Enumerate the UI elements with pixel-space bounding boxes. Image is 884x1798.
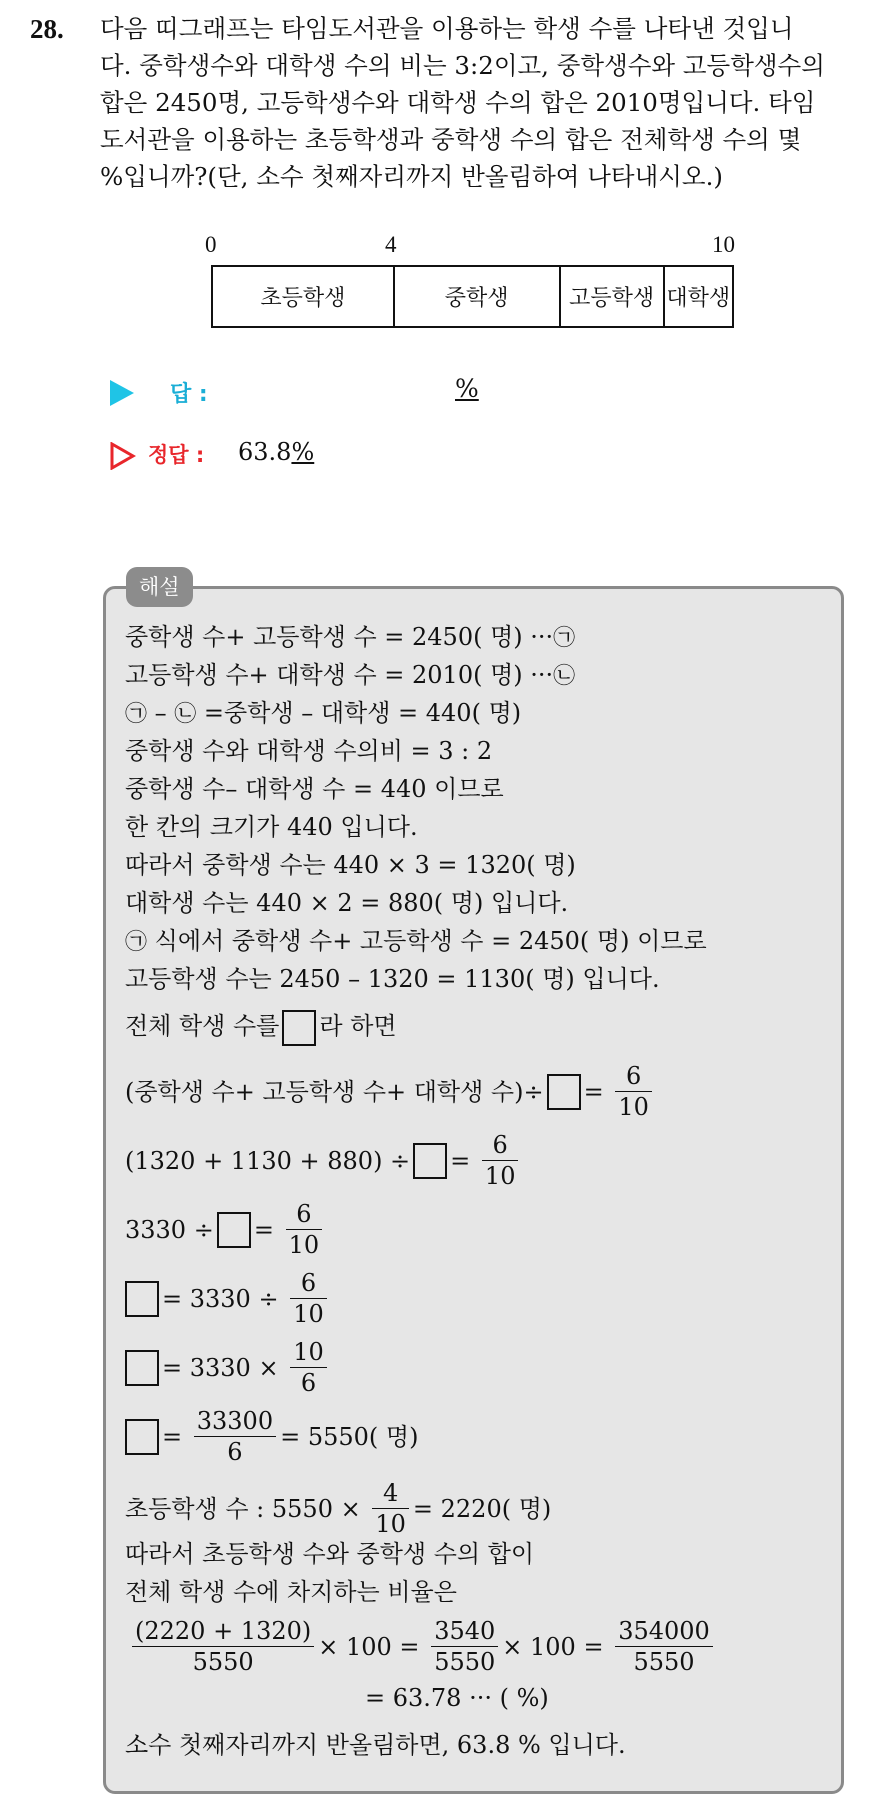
line-text: = 3330 × xyxy=(162,1353,279,1382)
line-text: – xyxy=(147,699,175,727)
denominator: 5550 xyxy=(192,1648,254,1676)
numerator: 6 xyxy=(482,1130,519,1161)
denominator: 10 xyxy=(484,1162,516,1190)
explanation-line: 따라서 중학생 수는 440 × 3 = 1320( 명) xyxy=(125,851,576,879)
fraction xyxy=(290,1268,327,1329)
equals-sign: = xyxy=(162,1422,183,1451)
question-line: %입니까?(단, 소수 첫째자리까지 반올림하여 나타내시오.) xyxy=(100,162,723,191)
fraction xyxy=(482,1130,519,1191)
explanation-line xyxy=(125,1406,418,1467)
tape-segment-middle xyxy=(395,267,561,326)
explanation-line: 중학생 수– 대학생 수 = 440 이므로 xyxy=(125,775,504,803)
explanation-line: 따라서 초등학생 수와 중학생 수의 합이 xyxy=(125,1540,535,1568)
equals-sign: = xyxy=(253,1215,274,1244)
explanation-line xyxy=(125,1009,397,1046)
explanation-line: 전체 학생 수에 차지하는 비율은 xyxy=(125,1578,457,1606)
circled-marker: ㉠ xyxy=(553,626,576,651)
correct-answer-label: 정답 : xyxy=(148,443,205,467)
line-text: 중학생 수+ 고등학생 수 = 2450( 명) ··· xyxy=(125,623,554,651)
fraction xyxy=(194,1406,276,1467)
play-triangle-icon xyxy=(110,380,134,406)
line-text: 전체 학생 수를 xyxy=(125,1012,280,1040)
correct-answer-unit: % xyxy=(291,438,315,466)
explanation-line xyxy=(125,620,575,656)
explanation-line xyxy=(128,1616,717,1677)
explanation-line: 소수 첫째자리까지 반올림하면, 63.8 % 입니다. xyxy=(125,1731,626,1759)
numerator: 6 xyxy=(290,1268,327,1299)
explanation-tag: 해설 xyxy=(126,567,193,607)
line-text: 3330 ÷ xyxy=(125,1215,214,1244)
tape-diagram xyxy=(211,265,734,328)
explanation-line xyxy=(125,1478,551,1539)
line-text: =중학생 – 대학생 = 440( 명) xyxy=(196,699,522,727)
explanation-line: = 63.78 ··· ( %) xyxy=(365,1684,549,1712)
explanation-line xyxy=(125,924,707,960)
tick-label-0: 0 xyxy=(205,232,217,257)
line-text: (중학생 수+ 고등학생 수+ 대학생 수)÷ xyxy=(125,1077,544,1106)
fraction xyxy=(290,1337,327,1398)
segment-label: 중학생 xyxy=(444,286,509,311)
denominator: 6 xyxy=(227,1438,243,1466)
denominator: 6 xyxy=(300,1369,317,1397)
circled-marker: ㉡ xyxy=(174,702,197,727)
equals-sign: = xyxy=(450,1146,471,1175)
denominator: 5550 xyxy=(434,1648,496,1676)
numerator: 10 xyxy=(290,1337,327,1368)
numerator: 4 xyxy=(372,1478,409,1509)
blank-box xyxy=(217,1212,251,1248)
line-text: = 3330 ÷ xyxy=(162,1284,279,1313)
blank-box xyxy=(125,1281,159,1317)
denominator: 10 xyxy=(293,1300,324,1328)
denominator: 10 xyxy=(618,1093,649,1121)
tape-segment-college xyxy=(665,267,732,326)
blank-box xyxy=(125,1419,159,1455)
line-text: × 100 = xyxy=(502,1632,604,1661)
explanation-line: 한 칸의 크기가 440 입니다. xyxy=(125,813,418,841)
explanation-line xyxy=(125,696,521,732)
denominator: 5550 xyxy=(633,1648,695,1676)
circled-marker: ㉠ xyxy=(125,702,148,727)
tick-label-4: 4 xyxy=(385,232,397,257)
line-text: = 2220( 명) xyxy=(412,1494,552,1523)
fraction xyxy=(286,1199,323,1260)
numerator: 33300 xyxy=(194,1406,276,1437)
question-line: 도서관을 이용하는 초등학생과 중학생 수의 합은 전체학생 수의 몇 xyxy=(100,125,802,154)
explanation-line xyxy=(125,658,575,694)
blank-box xyxy=(282,1010,316,1046)
question-text xyxy=(100,10,860,195)
tape-segment-elementary xyxy=(213,267,395,326)
segment-label: 초등학생 xyxy=(260,286,346,311)
numerator: 6 xyxy=(615,1061,652,1092)
fraction xyxy=(132,1616,314,1677)
blank-box xyxy=(125,1350,159,1386)
denominator: 10 xyxy=(375,1510,406,1538)
numerator: 6 xyxy=(286,1199,323,1230)
tick-label-10: 10 xyxy=(712,232,735,257)
correct-answer-value xyxy=(238,438,314,466)
question-line: 다. 중학생수와 대학생 수의 비는 3:2이고, 중학생수와 고등학생수의 xyxy=(100,51,825,80)
circled-marker: ㉡ xyxy=(553,664,576,689)
numerator: 3540 xyxy=(431,1616,498,1647)
question-number: 28. xyxy=(30,14,64,44)
blank-box xyxy=(547,1074,581,1110)
explanation-line xyxy=(125,1061,656,1122)
numerator: (2220 + 1320) xyxy=(132,1616,314,1647)
question-line: 합은 2450명, 고등학생수와 대학생 수의 합은 2010명입니다. 타임 xyxy=(100,88,816,117)
explanation-line: 중학생 수와 대학생 수의비 = 3 : 2 xyxy=(125,737,493,765)
tape-segment-high xyxy=(561,267,665,326)
answer-row xyxy=(110,374,710,414)
line-text: 식에서 중학생 수+ 고등학생 수 = 2450( 명) 이므로 xyxy=(147,927,707,955)
denominator: 10 xyxy=(288,1231,320,1259)
circled-marker: ㉠ xyxy=(125,930,148,955)
fraction xyxy=(372,1478,409,1539)
numerator: 354000 xyxy=(615,1616,713,1647)
explanation-line xyxy=(125,1130,522,1191)
explanation-line: 대학생 수는 440 × 2 = 880( 명) 입니다. xyxy=(125,889,569,917)
line-text: 고등학생 수+ 대학생 수 = 2010( 명) ··· xyxy=(125,661,554,689)
segment-label: 대학생 xyxy=(666,286,731,311)
answer-unit: % xyxy=(455,374,479,403)
segment-label: 고등학생 xyxy=(569,286,655,311)
outline-triangle-icon xyxy=(110,442,136,470)
explanation-line xyxy=(125,1199,326,1260)
explanation-line xyxy=(125,1337,331,1398)
line-text: 라 하면 xyxy=(319,1012,397,1040)
line-text: × 100 = xyxy=(318,1632,420,1661)
line-text: (1320 + 1130 + 880) ÷ xyxy=(125,1146,411,1175)
line-text: = 5550( 명) xyxy=(280,1422,419,1451)
line-text: 초등학생 수 : 5550 × xyxy=(125,1494,361,1523)
fraction xyxy=(615,1061,652,1122)
question-line: 다음 띠그래프는 타임도서관을 이용하는 학생 수를 나타낸 것입니 xyxy=(100,14,794,43)
correct-answer-row xyxy=(110,436,710,476)
correct-answer-number: 63.8 xyxy=(238,438,292,466)
fraction xyxy=(615,1616,713,1677)
fraction xyxy=(431,1616,498,1677)
equals-sign: = xyxy=(583,1077,604,1106)
answer-label: 답 : xyxy=(170,382,208,407)
explanation-line xyxy=(125,1268,331,1329)
explanation-line: 고등학생 수는 2450 – 1320 = 1130( 명) 입니다. xyxy=(125,965,660,993)
blank-box xyxy=(413,1143,447,1179)
